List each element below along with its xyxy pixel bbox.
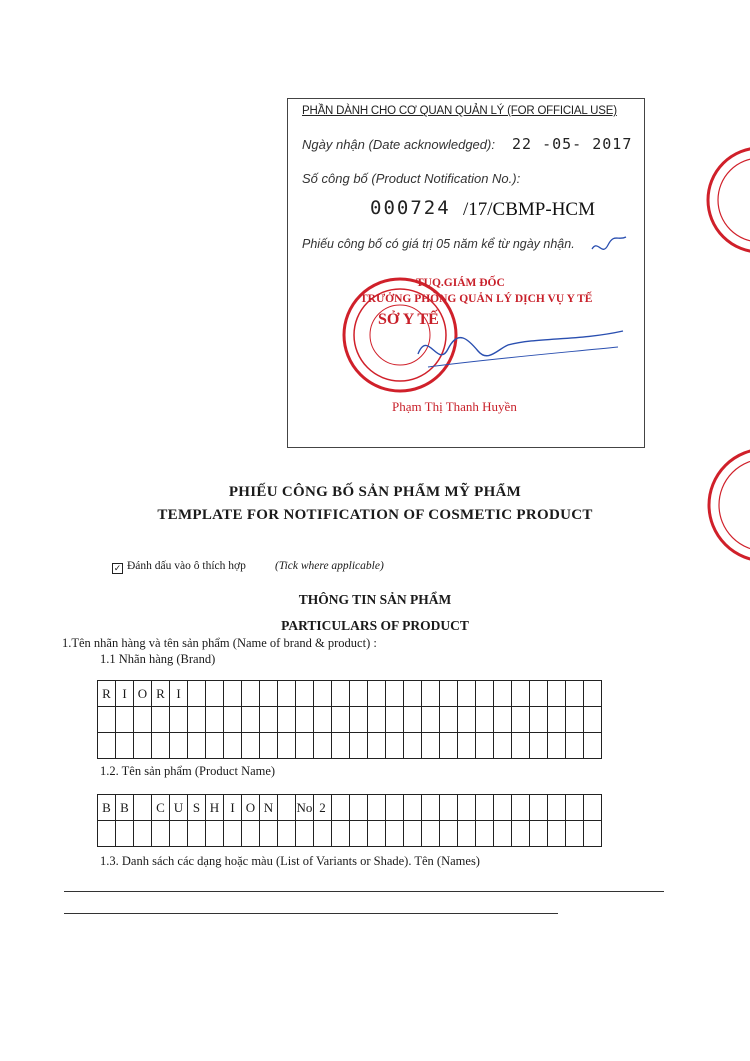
grid-cell[interactable]: B [98, 795, 116, 821]
grid-cell[interactable] [566, 707, 584, 733]
grid-cell[interactable] [296, 733, 314, 759]
grid-cell[interactable]: S [188, 795, 206, 821]
grid-cell[interactable] [404, 821, 422, 847]
grid-cell[interactable] [458, 733, 476, 759]
grid-cell[interactable] [260, 821, 278, 847]
grid-cell[interactable] [332, 821, 350, 847]
grid-cell[interactable] [512, 733, 530, 759]
tick-checkbox[interactable]: ✓ [113, 563, 122, 573]
grid-cell[interactable]: 2 [314, 795, 332, 821]
grid-cell[interactable] [278, 821, 296, 847]
grid-cell[interactable] [440, 681, 458, 707]
grid-cell[interactable] [314, 707, 332, 733]
signer-name: Phạm Thị Thanh Huyền [392, 399, 517, 414]
grid-cell[interactable] [278, 733, 296, 759]
grid-cell[interactable] [530, 733, 548, 759]
grid-cell[interactable] [332, 707, 350, 733]
grid-cell[interactable] [440, 707, 458, 733]
grid-cell[interactable] [566, 733, 584, 759]
grid-cell[interactable] [134, 821, 152, 847]
grid-cell[interactable] [404, 733, 422, 759]
grid-cell[interactable] [296, 821, 314, 847]
grid-cell[interactable] [440, 795, 458, 821]
grid-cell[interactable] [512, 707, 530, 733]
grid-cell[interactable]: R [152, 681, 170, 707]
grid-cell[interactable] [350, 795, 368, 821]
grid-cell[interactable] [98, 821, 116, 847]
grid-cell[interactable] [458, 707, 476, 733]
grid-cell[interactable] [404, 795, 422, 821]
grid-cell[interactable]: C [152, 795, 170, 821]
tick-note: Đánh dấu vào ô thích hợp [127, 560, 246, 572]
grid-cell[interactable] [566, 821, 584, 847]
question-1-2: 1.2. Tên sản phẩm (Product Name) [100, 764, 276, 778]
grid-cell[interactable] [494, 733, 512, 759]
grid-cell[interactable] [206, 733, 224, 759]
grid-cell[interactable]: R [98, 681, 116, 707]
grid-cell[interactable] [494, 707, 512, 733]
grid-cell[interactable] [278, 707, 296, 733]
grid-cell[interactable] [512, 821, 530, 847]
grid-cell[interactable] [206, 821, 224, 847]
grid-cell[interactable] [368, 681, 386, 707]
grid-cell[interactable] [260, 733, 278, 759]
grid-cell[interactable] [368, 821, 386, 847]
variants-line-2[interactable] [64, 913, 558, 914]
grid-cell[interactable] [134, 733, 152, 759]
grid-cell[interactable]: I [224, 795, 242, 821]
grid-cell[interactable] [332, 795, 350, 821]
grid-cell[interactable] [476, 681, 494, 707]
grid-cell[interactable] [152, 821, 170, 847]
grid-cell[interactable] [188, 681, 206, 707]
grid-cell[interactable]: O [242, 795, 260, 821]
grid-cell[interactable] [476, 707, 494, 733]
notification-number-value: 000724 [370, 197, 451, 219]
grid-cell[interactable] [404, 707, 422, 733]
date-acknowledged-value: 22 -05- 2017 [512, 135, 633, 153]
grid-cell[interactable] [566, 795, 584, 821]
grid-cell[interactable] [512, 795, 530, 821]
grid-cell[interactable]: N [260, 795, 278, 821]
grid-cell[interactable] [116, 733, 134, 759]
grid-cell[interactable] [548, 821, 566, 847]
notification-number-suffix: /17/CBMP-HCM [463, 199, 595, 220]
grid-cell[interactable] [350, 707, 368, 733]
grid-cell[interactable] [368, 733, 386, 759]
grid-cell[interactable] [98, 707, 116, 733]
grid-cell[interactable] [242, 821, 260, 847]
grid-cell[interactable] [566, 681, 584, 707]
grid-cell[interactable] [260, 681, 278, 707]
grid-cell[interactable]: I [116, 681, 134, 707]
validity-note: Phiếu công bố có giá trị 05 năm kể từ ngày nhận. [302, 237, 575, 251]
grid-cell[interactable] [116, 821, 134, 847]
title-vietnamese: PHIẾU CÔNG BỐ SẢN PHẨM MỸ PHẨM [228, 484, 522, 500]
grid-cell[interactable] [170, 707, 188, 733]
grid-cell[interactable] [314, 733, 332, 759]
grid-cell[interactable] [242, 733, 260, 759]
grid-cell[interactable] [314, 681, 332, 707]
product-name-grid [97, 794, 602, 847]
grid-cell[interactable]: B [116, 795, 134, 821]
grid-cell[interactable]: U [170, 795, 188, 821]
official-use-box [287, 98, 645, 448]
grid-cell[interactable] [458, 681, 476, 707]
grid-cell[interactable] [332, 733, 350, 759]
grid-cell[interactable] [548, 707, 566, 733]
grid-cell[interactable] [386, 821, 404, 847]
grid-cell[interactable] [458, 821, 476, 847]
grid-cell[interactable] [422, 821, 440, 847]
grid-cell[interactable] [422, 733, 440, 759]
grid-cell[interactable] [422, 707, 440, 733]
grid-cell[interactable] [224, 681, 242, 707]
grid-cell[interactable] [350, 733, 368, 759]
section-title-english: PARTICULARS OF PRODUCT [281, 618, 469, 633]
edge-seal-bottom-icon [705, 440, 750, 570]
title-english: TEMPLATE FOR NOTIFICATION OF COSMETIC PRODUCT [157, 507, 593, 523]
grid-cell[interactable] [386, 707, 404, 733]
brand-grid [97, 680, 602, 759]
grid-cell[interactable] [422, 681, 440, 707]
grid-cell[interactable] [116, 707, 134, 733]
seal-text: SỞ Y TẾ [378, 311, 439, 328]
grid-cell[interactable]: No [296, 795, 314, 821]
grid-cell[interactable] [530, 681, 548, 707]
official-use-header: PHẦN DÀNH CHO CƠ QUAN QUẢN LÝ (FOR OFFICIAL USE) [302, 105, 617, 117]
grid-cell[interactable] [584, 707, 602, 733]
notification-number-label: Số công bố (Product Notification No.): [302, 171, 521, 186]
authority-department: TRƯỞNG PHÒNG QUẢN LÝ DỊCH VỤ Y TẾ [360, 293, 593, 305]
grid-cell[interactable] [332, 681, 350, 707]
grid-cell[interactable] [584, 795, 602, 821]
grid-cell[interactable] [98, 733, 116, 759]
question-1-1: 1.1 Nhãn hàng (Brand) [100, 652, 216, 666]
grid-cell[interactable] [386, 795, 404, 821]
grid-cell[interactable] [386, 681, 404, 707]
grid-cell[interactable] [476, 733, 494, 759]
grid-cell[interactable]: O [134, 681, 152, 707]
grid-cell[interactable] [350, 681, 368, 707]
grid-cell[interactable] [368, 707, 386, 733]
grid-cell[interactable] [134, 707, 152, 733]
grid-cell[interactable] [296, 707, 314, 733]
question-1: 1.Tên nhãn hàng và tên sản phẩm (Name of brand & product) : [62, 636, 377, 650]
grid-cell[interactable] [530, 795, 548, 821]
grid-cell[interactable] [188, 733, 206, 759]
variants-line-1[interactable] [64, 891, 664, 892]
grid-cell[interactable] [530, 821, 548, 847]
date-acknowledged-label: Ngày nhận (Date acknowledged): [302, 137, 495, 152]
grid-cell[interactable] [278, 795, 296, 821]
grid-cell[interactable] [458, 795, 476, 821]
grid-cell[interactable] [494, 821, 512, 847]
grid-cell[interactable] [548, 733, 566, 759]
authority-title: TUQ.GIÁM ĐỐC [416, 277, 505, 289]
grid-cell[interactable] [134, 795, 152, 821]
grid-cell[interactable] [476, 795, 494, 821]
grid-cell[interactable] [188, 707, 206, 733]
grid-cell[interactable] [152, 733, 170, 759]
grid-cell[interactable] [224, 733, 242, 759]
grid-cell[interactable] [170, 733, 188, 759]
grid-cell[interactable] [224, 707, 242, 733]
grid-cell[interactable]: H [206, 795, 224, 821]
grid-cell[interactable] [206, 707, 224, 733]
grid-cell[interactable] [494, 795, 512, 821]
signature-icon [408, 319, 628, 379]
grid-cell[interactable] [350, 821, 368, 847]
grid-cell[interactable] [584, 821, 602, 847]
grid-cell[interactable] [548, 681, 566, 707]
grid-cell[interactable] [584, 681, 602, 707]
section-title-vietnamese: THÔNG TIN SẢN PHẨM [298, 592, 452, 607]
grid-cell[interactable] [530, 707, 548, 733]
grid-cell[interactable] [278, 681, 296, 707]
grid-cell[interactable] [476, 821, 494, 847]
grid-cell[interactable] [440, 821, 458, 847]
grid-cell[interactable] [152, 707, 170, 733]
grid-cell[interactable] [260, 707, 278, 733]
grid-cell[interactable] [368, 795, 386, 821]
grid-cell[interactable] [548, 795, 566, 821]
grid-cell[interactable] [494, 681, 512, 707]
tick-note-english: (Tick where applicable) [275, 560, 384, 572]
grid-cell[interactable] [296, 681, 314, 707]
grid-cell[interactable] [512, 681, 530, 707]
grid-cell[interactable] [242, 681, 260, 707]
edge-seal-top-icon [705, 140, 750, 260]
grid-cell[interactable] [224, 821, 242, 847]
grid-cell[interactable] [314, 821, 332, 847]
grid-cell[interactable]: I [170, 681, 188, 707]
grid-cell[interactable] [440, 733, 458, 759]
grid-cell[interactable] [404, 681, 422, 707]
grid-cell[interactable] [188, 821, 206, 847]
grid-cell[interactable] [386, 733, 404, 759]
initials-icon [590, 231, 630, 261]
grid-cell[interactable] [584, 733, 602, 759]
grid-cell[interactable] [206, 681, 224, 707]
grid-cell[interactable] [170, 821, 188, 847]
question-1-3: 1.3. Danh sách các dạng hoặc màu (List of Variants or Shade). Tên (Names) [100, 854, 480, 868]
grid-cell[interactable] [242, 707, 260, 733]
grid-cell[interactable] [422, 795, 440, 821]
